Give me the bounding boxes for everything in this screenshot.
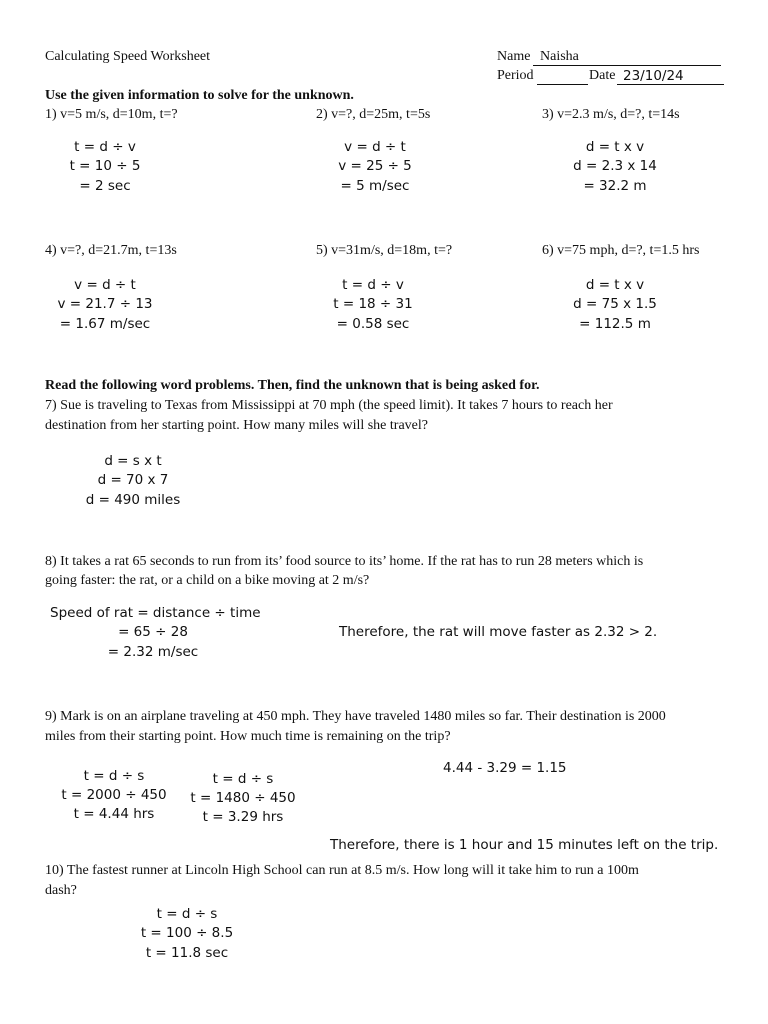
question-8-work-2: = 65 ÷ 28 xyxy=(118,624,188,640)
question-10-work-1: t = d ÷ s xyxy=(156,906,218,922)
problem-1-work-2: t = 10 ÷ 5 xyxy=(69,158,141,174)
question-10-work-3: t = 11.8 sec xyxy=(145,945,229,961)
problem-6-prompt: 6) v=75 mph, d=?, t=1.5 hrs xyxy=(542,243,700,258)
question-9-work-b-3: t = 3.29 hrs xyxy=(202,809,284,825)
problem-3-work-2: d = 2.3 x 14 xyxy=(573,158,657,174)
problem-4-work-3: = 1.67 m/sec xyxy=(59,316,151,332)
question-8-work-3: = 2.32 m/sec xyxy=(107,644,199,660)
question-9-work-a-2: t = 2000 ÷ 450 xyxy=(61,787,167,803)
problem-3-work-3: = 32.2 m xyxy=(583,178,647,194)
question-9-line-2: miles from their starting point. How much time is remaining on the trip? xyxy=(45,729,451,744)
problem-1-work-3: = 2 sec xyxy=(79,178,131,194)
problem-6-work-3: = 112.5 m xyxy=(579,316,651,332)
section2-instruction: Read the following word problems. Then, find the unknown that is being asked for. xyxy=(45,378,540,393)
question-10-line-1: 10) The fastest runner at Lincoln High School can run at 8.5 m/s. How long will it take him to run a 100m xyxy=(45,863,639,878)
problem-5-work-3: = 0.58 sec xyxy=(336,316,410,332)
date-label: Date xyxy=(589,68,616,83)
name-label: Name xyxy=(497,49,531,64)
problem-1-work-1: t = d ÷ v xyxy=(74,139,136,155)
question-7-work-2: d = 70 x 7 xyxy=(97,472,169,488)
problem-5-work-2: t = 18 ÷ 31 xyxy=(333,296,413,312)
date-value: 23/10/24 xyxy=(623,68,684,84)
worksheet-title: Calculating Speed Worksheet xyxy=(45,49,211,64)
name-line xyxy=(533,65,721,66)
problem-6-work-2: d = 75 x 1.5 xyxy=(573,296,657,312)
question-9-work-a-1: t = d ÷ s xyxy=(83,768,145,784)
section1-instruction: Use the given information to solve for the unknown. xyxy=(45,88,354,103)
question-9-work-a-3: t = 4.44 hrs xyxy=(73,806,155,822)
problem-2-work-1: v = d ÷ t xyxy=(344,139,406,155)
question-7-line-2: destination from her starting point. How many miles will she travel? xyxy=(45,418,428,433)
problem-5-work-1: t = d ÷ v xyxy=(342,277,404,293)
problem-5-prompt: 5) v=31m/s, d=18m, t=? xyxy=(316,243,453,258)
question-8-conclusion: Therefore, the rat will move faster as 2.32 > 2. xyxy=(339,624,658,640)
question-9-conclusion: Therefore, there is 1 hour and 15 minutes left on the trip. xyxy=(330,837,719,853)
problem-6-work-1: d = t x v xyxy=(585,277,645,293)
name-value: Naisha xyxy=(540,49,579,64)
period-label: Period xyxy=(497,68,534,83)
question-7-work-1: d = s x t xyxy=(104,453,162,469)
question-10-line-2: dash? xyxy=(45,883,77,898)
question-9-work-b-2: t = 1480 ÷ 450 xyxy=(190,790,296,806)
question-8-line-2: going faster: the rat, or a child on a bike moving at 2 m/s? xyxy=(45,573,370,588)
question-9-difference: 4.44 - 3.29 = 1.15 xyxy=(443,760,567,776)
problem-2-work-3: = 5 m/sec xyxy=(340,178,410,194)
question-9-work-b-1: t = d ÷ s xyxy=(212,771,274,787)
question-8-work-1: Speed of rat = distance ÷ time xyxy=(50,605,261,621)
problem-4-prompt: 4) v=?, d=21.7m, t=13s xyxy=(45,243,177,258)
period-line xyxy=(537,84,588,85)
problem-2-work-2: v = 25 ÷ 5 xyxy=(338,158,412,174)
problem-1-prompt: 1) v=5 m/s, d=10m, t=? xyxy=(45,107,178,122)
question-7-work-3: d = 490 miles xyxy=(85,492,181,508)
question-7-line-1: 7) Sue is traveling to Texas from Mississippi at 70 mph (the speed limit). It takes 7 hours to reach her xyxy=(45,398,613,413)
problem-4-work-1: v = d ÷ t xyxy=(74,277,136,293)
problem-2-prompt: 2) v=?, d=25m, t=5s xyxy=(316,107,431,122)
question-9-line-1: 9) Mark is on an airplane traveling at 450 mph. They have traveled 1480 miles so far. Their destination is 2000 xyxy=(45,709,666,724)
problem-3-prompt: 3) v=2.3 m/s, d=?, t=14s xyxy=(542,107,680,122)
question-8-line-1: 8) It takes a rat 65 seconds to run from its’ food source to its’ home. If the rat has to run 28 meters which is xyxy=(45,554,644,569)
problem-4-work-2: v = 21.7 ÷ 13 xyxy=(57,296,153,312)
question-10-work-2: t = 100 ÷ 8.5 xyxy=(140,925,234,941)
date-line xyxy=(617,84,724,85)
problem-3-work-1: d = t x v xyxy=(585,139,645,155)
